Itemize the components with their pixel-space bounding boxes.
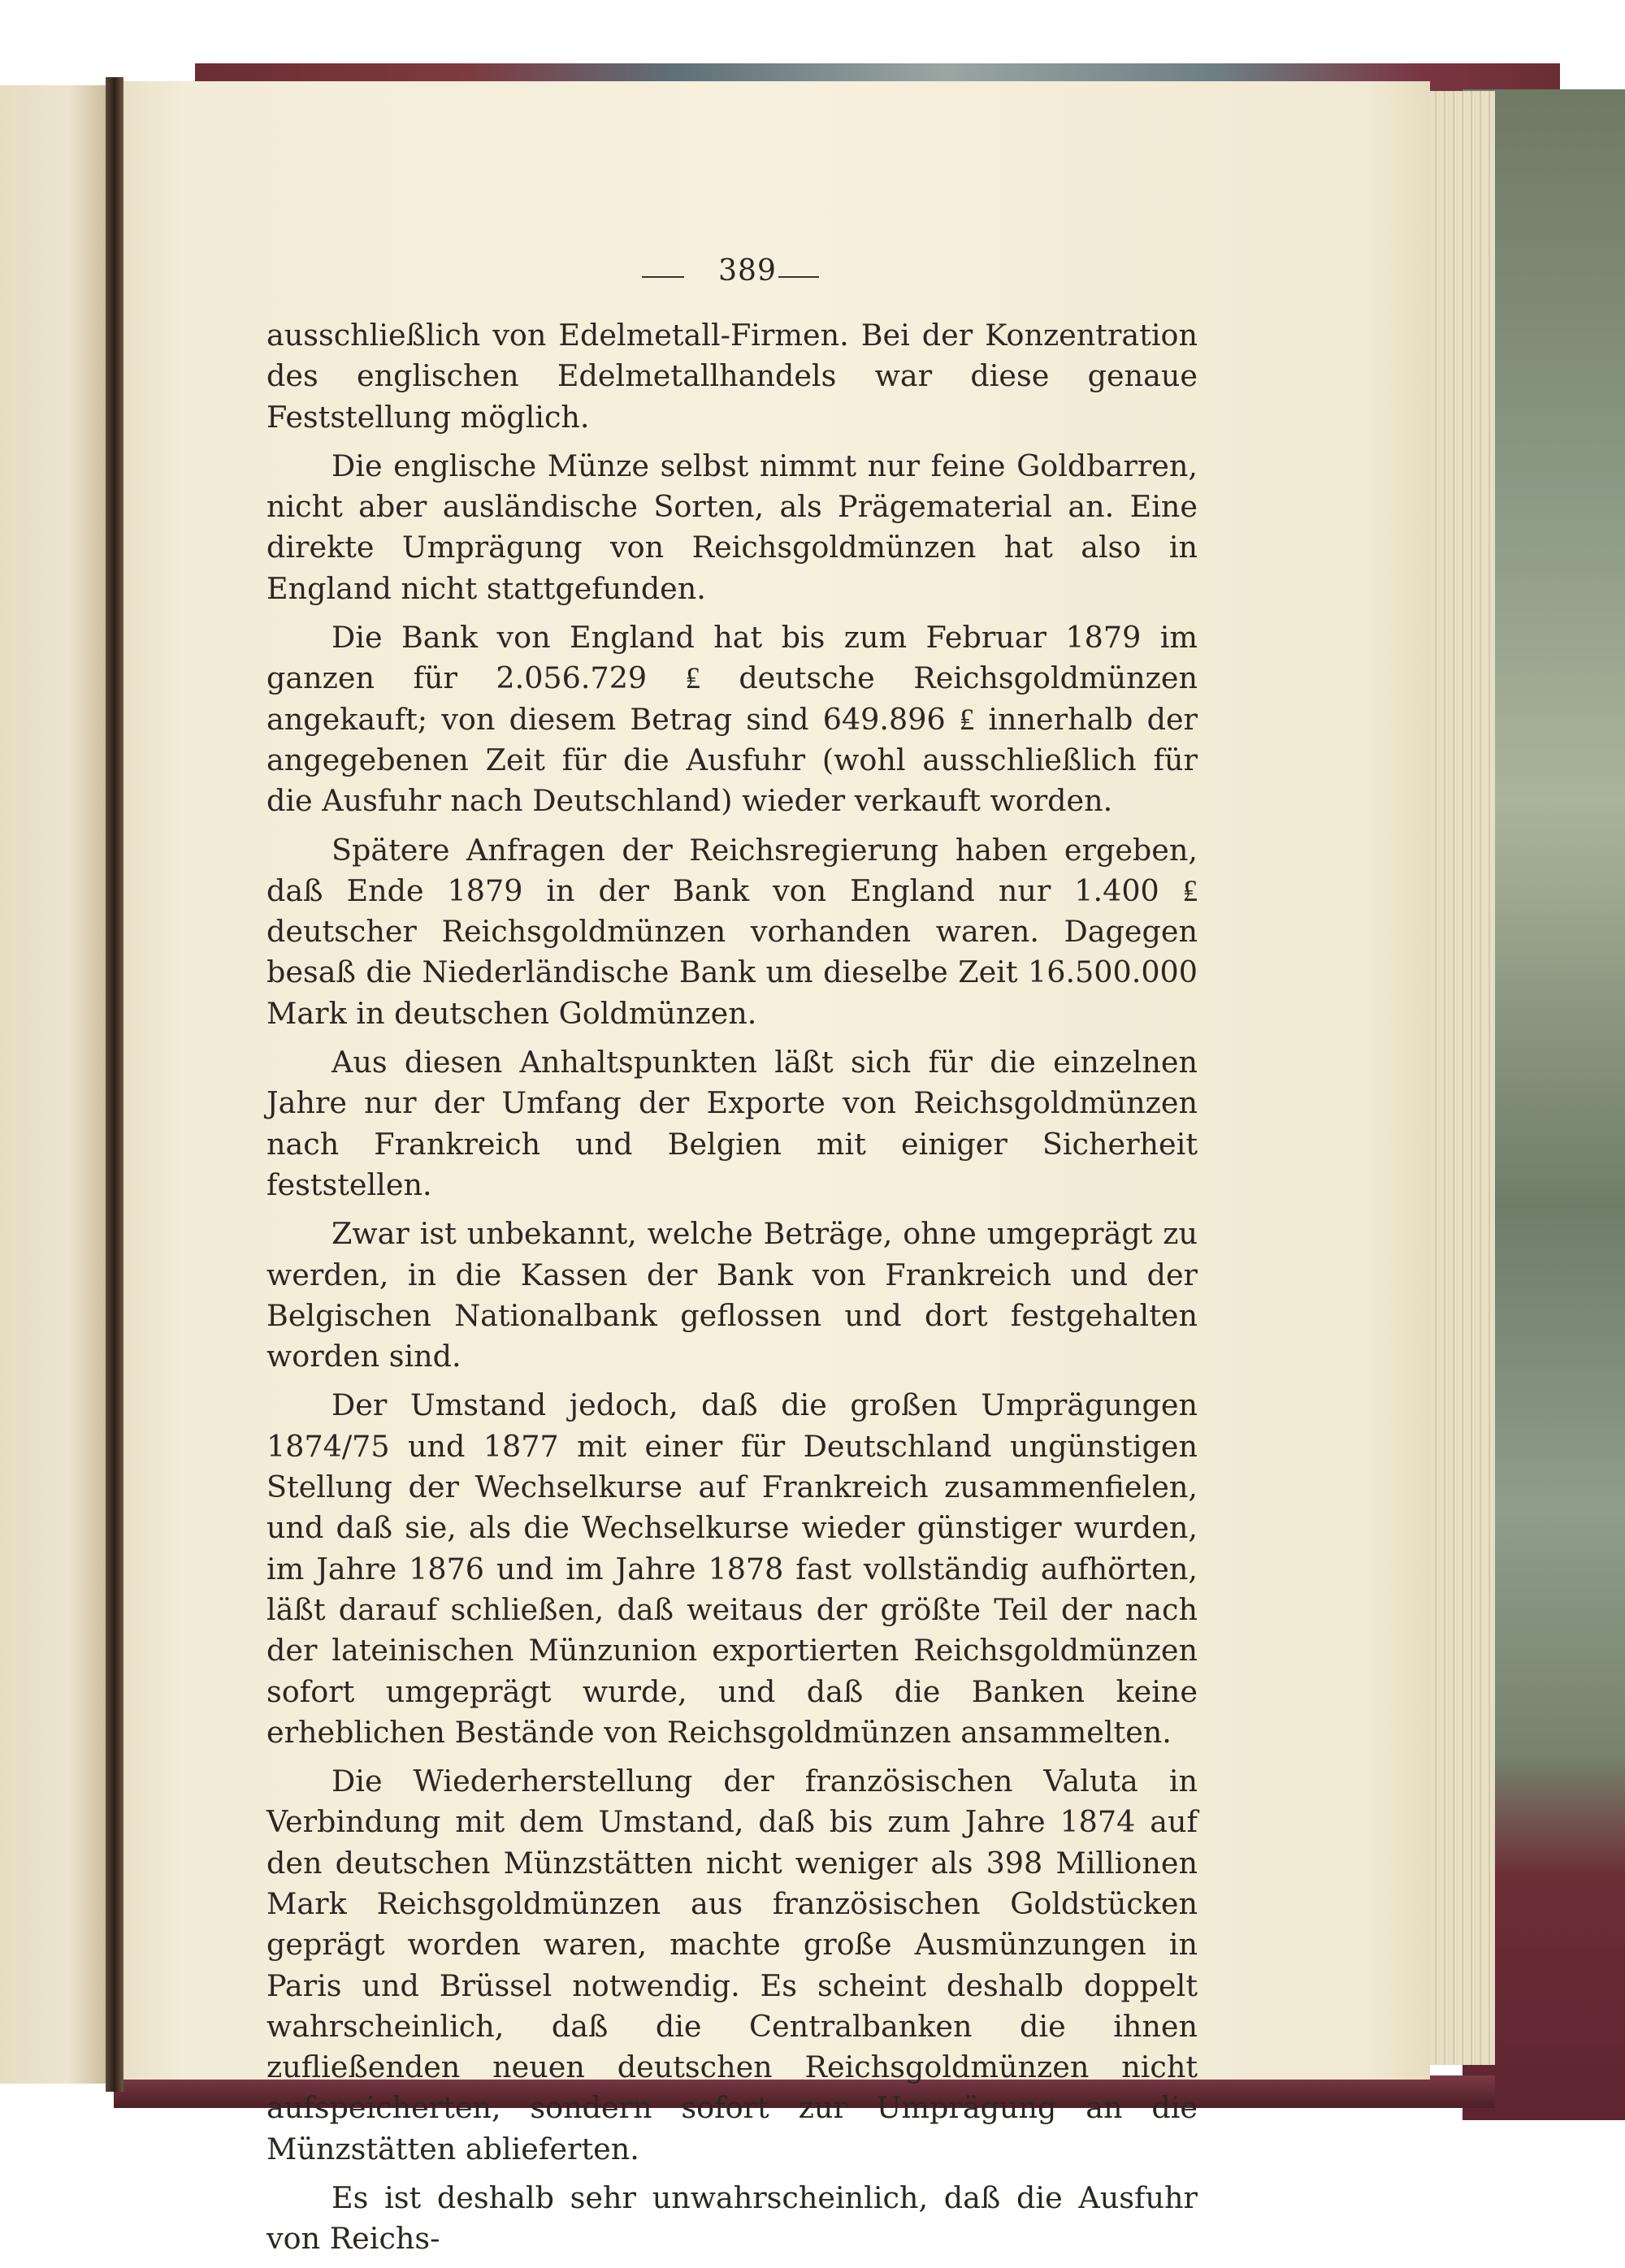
paragraph: Spätere Anfragen der Reichsregierung haben ergeben, daß Ende 1879 in der Bank von England nur 1.400 ₤ deutscher Reichsgoldmünzen vorhanden waren. Dagegen besaß die Niederländische Bank um dieselbe Zeit 16.500.000 Mark in deutschen Goldmünzen. <box>266 832 1198 1031</box>
paragraph: Aus diesen Anhaltspunkten läßt sich für die einzelnen Jahre nur der Umfang der Exporte von Reichsgoldmünzen nach Frankreich und Belgien mit einiger Sicherheit feststellen. <box>266 1045 1198 1202</box>
paragraph: Zwar ist unbekannt, welche Beträge, ohne umgeprägt zu werden, in die Kassen der Bank von Frankreich und der Belgischen Nationalbank geflossen und dort festgehalten worden sind. <box>266 1216 1198 1374</box>
paragraph: Es ist deshalb sehr unwahrscheinlich, daß die Ausfuhr von Reichs- <box>266 2180 1198 2257</box>
paragraph: ausschließlich von Edelmetall-Firmen. Bei der Konzentration des englischen Edelmetallhandels war diese genaue Feststellung möglich. <box>266 318 1198 435</box>
page-body-text <box>266 315 1198 2268</box>
page-fore-edge <box>1422 91 1495 2065</box>
book-gutter <box>106 77 124 2092</box>
page-number-dash-right <box>778 276 819 278</box>
paragraph: Die Bank von England hat bis zum Februar 1879 im ganzen für 2.056.729 ₤ deutsche Reichsgoldmünzen angekauft; von diesem Betrag sind 649.896 ₤ innerhalb der angegebenen Zeit für die Ausfuhr (wohl ausschließlich für die Ausfuhr nach Deutschland) wieder verkauft worden. <box>266 620 1198 819</box>
paragraph: Die englische Münze selbst nimmt nur feine Goldbarren, nicht aber ausländische Sorten, als Prägematerial an. Eine direkte Umprägung von Reichsgoldmünzen hat also in England nicht stattgefunden. <box>266 448 1198 606</box>
left-page-edge <box>0 85 114 2084</box>
page-number: 389 <box>718 254 777 288</box>
paragraph: Der Umstand jedoch, daß die großen Umprägungen 1874/75 und 1877 mit einer für Deutschland ungünstigen Stellung der Wechselkurse auf Frankreich zusammenfielen, und daß sie, als die Wechselkurse wieder günstiger wurden, im Jahre 1876 und im Jahre 1878 fast vollständig aufhörten, läßt darauf schließen, daß weitaus der größte Teil der nach der lateinischen Münzunion exportierten Reichsgoldmünzen sofort umgeprägt wurde, und daß die Banken keine erheblichen Bestände von Reichsgoldmünzen ansammelten. <box>266 1387 1198 1750</box>
paragraph: Die Wiederherstellung der französischen Valuta in Verbindung mit dem Umstand, daß bis zum Jahre 1874 auf den deutschen Münzstätten nicht weniger als 398 Millionen Mark Reichsgoldmünzen aus französischen Goldstücken geprägt worden waren, machte große Ausmünzungen in Paris und Brüssel notwendig. Es scheint deshalb doppelt wahrscheinlich, daß die Centralbanken die ihnen zufließenden neuen deutschen Reichsgoldmünzen nicht aufspeicherten, sondern sofort zur Umprägung an die Münzstätten ablieferten. <box>266 1764 1198 2166</box>
